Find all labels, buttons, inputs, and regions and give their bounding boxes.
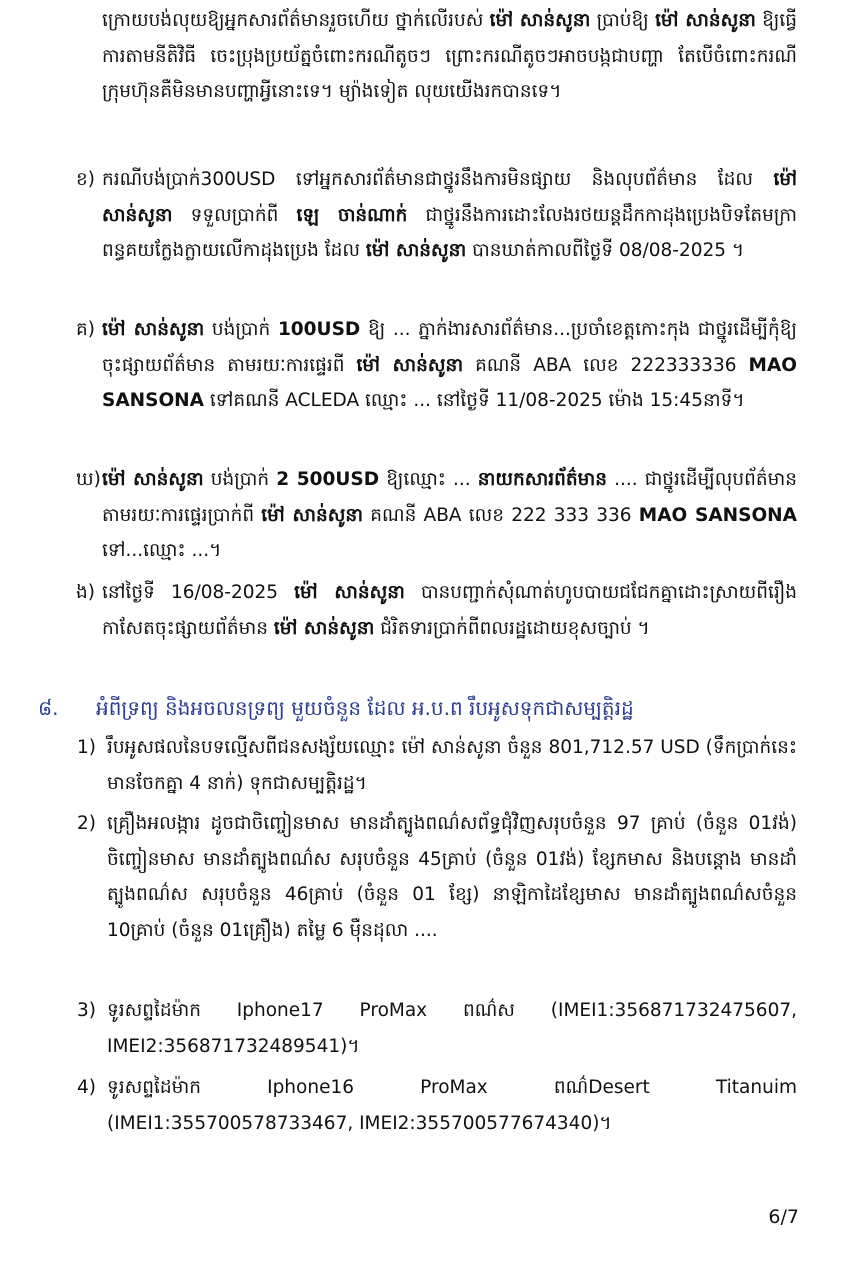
text-run: ទទួលប្រាក់ពី [172, 204, 297, 226]
person-name: ម៉ៅ សាន់សូនា [102, 319, 205, 340]
text-run: ឱ្យធ្វើការតាមនីតិវិធី ចេះប្រុងប្រយ័ត្នចំពោះករណីតូចៗ ព្រោះករណីតូចៗអាចបង្កជាបញ្ហា តែបើចំពោះករណីក្រុមហ៊ុនគឺមិនមានបញ្ហាអ្វីនោះទេ។ ម្យ៉ាងទៀត លុយយើងរកបានទេ។ [102, 10, 797, 102]
amount: 2 500USD [276, 469, 380, 490]
text-run: បង់ប្រាក់ [204, 319, 278, 340]
page-number: 6/7 [768, 1206, 799, 1228]
text-run: បានឃាត់កាលពីថ្ងៃទី 08/08-2025 ។ [466, 240, 745, 261]
text-run: បានបញ្ជាក់សុំណាត់ហូបបាយជជែកគ្នាដោះស្រាយពីរឿងកាសែតចុះផ្សាយព័ត៌មាន [102, 582, 797, 639]
text-run: ករណីបង់ប្រាក់300USD ទៅអ្នកសារព័ត៌មានជាថ្នូរនឹងការមិនផ្សាយ និងលុបព័ត៌មាន ដែល [102, 169, 774, 190]
text-run: នៅថ្ងៃទី 16/08-2025 [102, 582, 295, 603]
seized-item-jewelry: គ្រឿងអលង្ការ ដូចជាចិញ្ចៀនមាស មានដាំត្បូងពណ៌សព័ទ្ធជុំវិញសរុបចំនួន 97 គ្រាប់ (ចំនួន 01វង់) ចិញ្ចៀនមាស មានដាំត្បូងពណ៌ស សរុបចំនួន 45គ្រាប់ (ចំនួន 01វង់) ខ្សែកមាស និងបន្តោង មានដាំត្បូងពណ៌ស សរុបចំនួន 46គ្រាប់ (ចំនួន 01 ខ្សែ) នាឡិកាដៃខ្សែមាស មានដាំត្បូងពណ៌សចំនួន 10គ្រាប់ (ចំនួន 01គ្រឿង) តម្លៃ 6 ម៉ឺនដុលា .... [107, 813, 797, 941]
seized-item-phone-1: ទូរសព្ទដៃម៉ាក Iphone17 ProMax ពណ៌ស (IMEI1:356871732475607, IMEI2:356871732489541)។ [107, 1000, 797, 1057]
list-item-ko [102, 312, 797, 419]
person-name: ម៉ៅ សាន់សូនា [261, 504, 364, 526]
list-marker: 2) [77, 813, 96, 834]
role-title: នាយកសារព័ត៌មាន [477, 469, 607, 490]
person-name: ម៉ៅ សាន់សូនា [294, 582, 405, 603]
person-name: ម៉ៅ សាន់សូនា [655, 10, 756, 31]
text-run: ជាថ្នូរនឹងការដោះលែងរថយន្តដឹកកាដុងប្រេងបិទតែមក្រាពន្ធគយក្លែងក្លាយលើកាដុងប្រេង ដែល [102, 204, 797, 261]
list-marker: 3) [77, 1000, 96, 1021]
list-marker: ង) [76, 582, 95, 603]
text-run: គណនី ABA លេខ 222333336 [463, 354, 749, 376]
account-name: MAO SANSONA [102, 354, 798, 411]
list-marker: 1) [77, 737, 96, 758]
person-name: ម៉ៅ សាន់សូនា [365, 240, 467, 261]
person-name: ម៉ៅ សាន់សូនា [356, 354, 464, 376]
section-number: ៨. [38, 696, 59, 720]
text-run: ក្រោយបង់លុយឱ្យអ្នកសារព័ត៌មានរួចហើយ ថ្នាក់លើរបស់ [102, 10, 490, 31]
account-name: MAO SANSONA [638, 504, 797, 526]
list-item-ngo [102, 575, 797, 646]
list-marker: 4) [77, 1077, 96, 1098]
section-heading [38, 690, 634, 726]
seized-item-cash: រឹបអូសផលនៃបទល្មើសពីជនសង្ស័យឈ្មោះ ម៉ៅ សាន់សូនា ចំនួន 801,712.57 USD (ទឹកប្រាក់់នេះមានចែកគ្នា 4 នាក់) ទុកជាសម្បត្តិរដ្ឋ។ [107, 737, 797, 794]
intro-paragraph [102, 3, 797, 110]
text-run: ទៅគណនី ACLEDA ឈ្មោះ ... នៅថ្ងៃទី 11/08-2025 ម៉ោង 15:45នាទី។ [203, 390, 745, 411]
person-name: ឡេ ចាន់ណាក់ [296, 204, 408, 226]
text-run: ជំរិតទារប្រាក់ពីពលរដ្ឋដោយខុសច្បាប់ ។ [374, 617, 650, 639]
list-item-kho [102, 162, 797, 269]
person-name: ម៉ៅ សាន់សូនា [273, 617, 375, 639]
text-run: ទៅ...ឈ្មោះ ...។ [102, 540, 222, 561]
amount: 100USD [277, 319, 361, 340]
section-title: អំពីទ្រព្យ និងអចលនទ្រព្យ មួយចំនួន ដែល អ.ប.ព រឹបអូសទុកជាសម្បត្តិរដ្ឋ [96, 696, 634, 720]
person-name: ម៉ៅ សាន់សូនា [102, 469, 204, 490]
text-run: បង់ប្រាក់ [203, 469, 277, 490]
person-name: ម៉ៅ សាន់សូនា [489, 10, 591, 31]
text-run: ឱ្យឈ្មោះ ... [379, 469, 478, 490]
list-marker: ខ) [76, 169, 95, 190]
list-item-kho2 [102, 462, 797, 569]
seized-item-phone-2: ទូរសព្ទដៃម៉ាក Iphone16 ProMax ពណ៌Desert Titanuim (IMEI1:355700578733467, IMEI2:355700577674340)។ [107, 1077, 797, 1134]
person-name: ម៉ៅ សាន់សូនា [102, 169, 797, 226]
text-run: .... ជាថ្នូរដើម្បីលុបព័ត៌មាន តាមរយៈការផ្ទេរប្រាក់ពី [102, 469, 797, 526]
text-run: គណនី ABA លេខ 222 333 336 [363, 504, 639, 526]
list-marker: ឃ) [76, 469, 101, 490]
list-marker: គ) [76, 319, 95, 340]
text-run: ប្រាប់ឱ្យ [590, 10, 656, 31]
text-run: ឱ្យ ... ភ្នាក់ងារសារព័ត៌មាន...ប្រចាំខេត្តកោះកុង ជាថ្នូរដើម្បីកុំឱ្យចុះផ្សាយព័ត៌មាន តាមរយៈការផ្ទេរពី [102, 319, 798, 376]
